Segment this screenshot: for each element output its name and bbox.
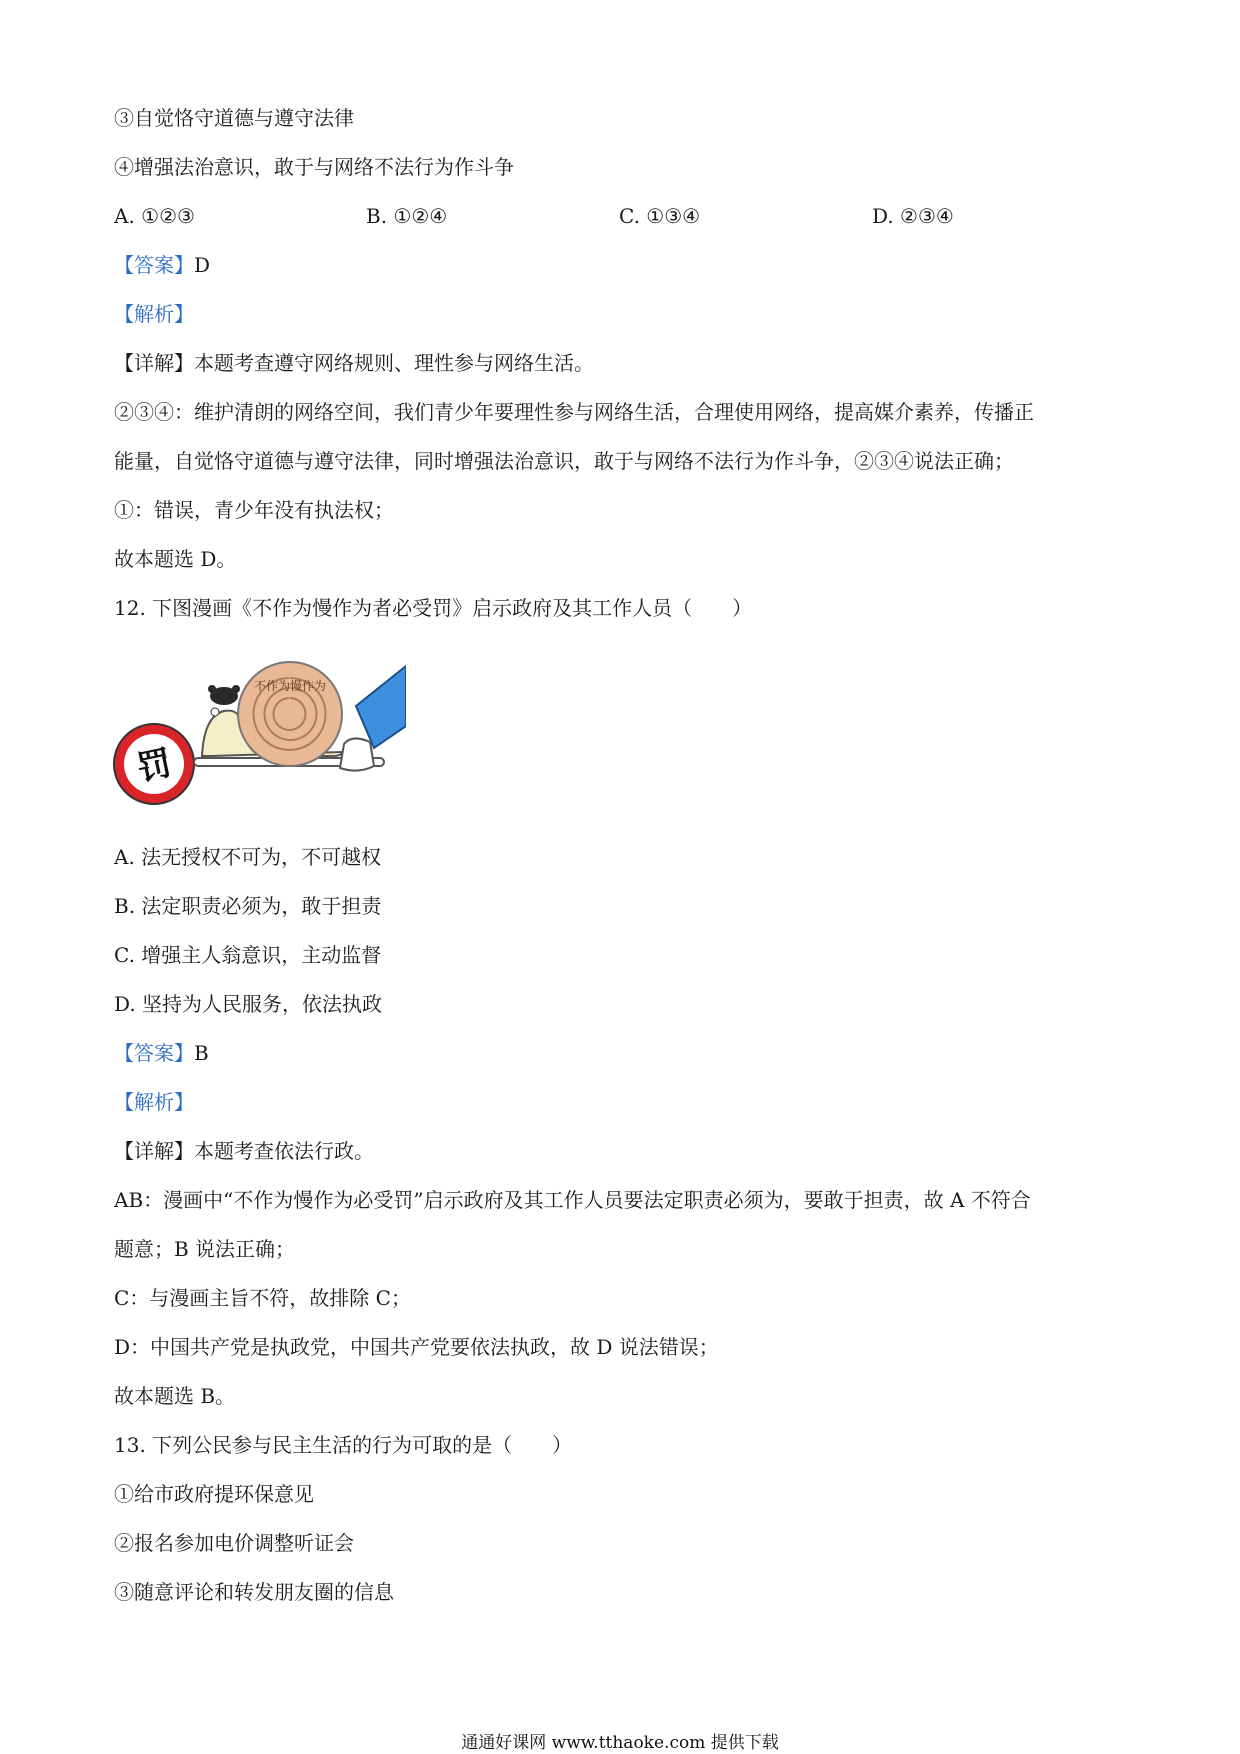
snail [202, 662, 342, 766]
q11-option-d: D. ②③④ [872, 204, 954, 228]
q12-stem: 12. 下图漫画《不作为慢作为者必受罚》启示政府及其工作人员（ ） [114, 596, 753, 620]
q12-option-d: D. 坚持为人民服务，依法执政 [114, 992, 383, 1016]
q11-option-c: C. ①③④ [619, 204, 701, 228]
answer-tag: 【答案】 [114, 1041, 194, 1065]
q11-explanation-line-1: ②③④：维护清朗的网络空间，我们青少年要理性参与网络生活，合理使用网络，提高媒介素养，传播正 [114, 400, 1034, 424]
q11-explanation-line-3: ①：错误，青少年没有执法权； [114, 498, 394, 522]
q12-answer [114, 1039, 209, 1067]
q13-item-3: ③随意评论和转发朋友圈的信息 [114, 1580, 394, 1604]
q12-detail: 【详解】本题考查依法行政。 [114, 1139, 374, 1163]
q11-conclusion: 故本题选 D。 [114, 547, 237, 571]
q12-option-c: C. 增强主人翁意识，主动监督 [114, 943, 382, 967]
q11-detail: 【详解】本题考查遵守网络规则、理性参与网络生活。 [114, 351, 594, 375]
detail-tag: 【详解】 [114, 1139, 194, 1163]
q12-explanation-line-2: 题意；B 说法正确； [114, 1237, 296, 1261]
cartoon-image [112, 656, 406, 808]
q11-answer [114, 251, 210, 279]
hand [340, 666, 406, 771]
q12-explanation-line-4: D：中国共产党是执政党，中国共产党要依法执政，故 D 说法错误； [114, 1335, 719, 1359]
answer-value: B [194, 1041, 209, 1065]
q12-option-b: B. 法定职责必须为，敢于担责 [114, 894, 382, 918]
shell-text: 不作为慢作为 [253, 679, 327, 693]
punishment-sign [114, 724, 194, 804]
item-3: ③自觉恪守道德与遵守法律 [114, 106, 354, 130]
q13-item-1: ①给市政府提环保意见 [114, 1482, 314, 1506]
q13-item-2: ②报名参加电价调整听证会 [114, 1531, 354, 1555]
q12-explanation-line-1: AB：漫画中“不作为慢作为必受罚”启示政府及其工作人员要法定职责必须为，要敢于担责，故 A 不符合 [114, 1188, 1031, 1212]
q12-conclusion: 故本题选 B。 [114, 1384, 236, 1408]
q11-explanation-line-2: 能量，自觉恪守道德与遵守法律，同时增强法治意识，敢于与网络不法行为作斗争，②③④说法正确； [114, 449, 1014, 473]
q11-analysis-tag: 【解析】 [114, 302, 194, 326]
answer-value: D [194, 253, 211, 277]
answer-tag: 【答案】 [114, 253, 194, 277]
detail-tag: 【详解】 [114, 351, 194, 375]
item-4: ④增强法治意识，敢于与网络不法行为作斗争 [114, 155, 514, 179]
q11-option-a: A. ①②③ [114, 204, 195, 228]
q12-analysis-tag: 【解析】 [114, 1090, 194, 1114]
q12-explanation-line-3: C：与漫画主旨不符，故排除 C； [114, 1286, 411, 1310]
page-footer: 通通好课网 www.tthaoke.com 提供下载 [461, 1733, 779, 1753]
q11-option-b: B. ①②④ [366, 204, 448, 228]
q13-stem: 13. 下列公民参与民主生活的行为可取的是（ ） [114, 1433, 573, 1457]
sign-text: 罚 [133, 742, 176, 790]
q12-option-a: A. 法无授权不可为，不可越权 [114, 845, 382, 869]
